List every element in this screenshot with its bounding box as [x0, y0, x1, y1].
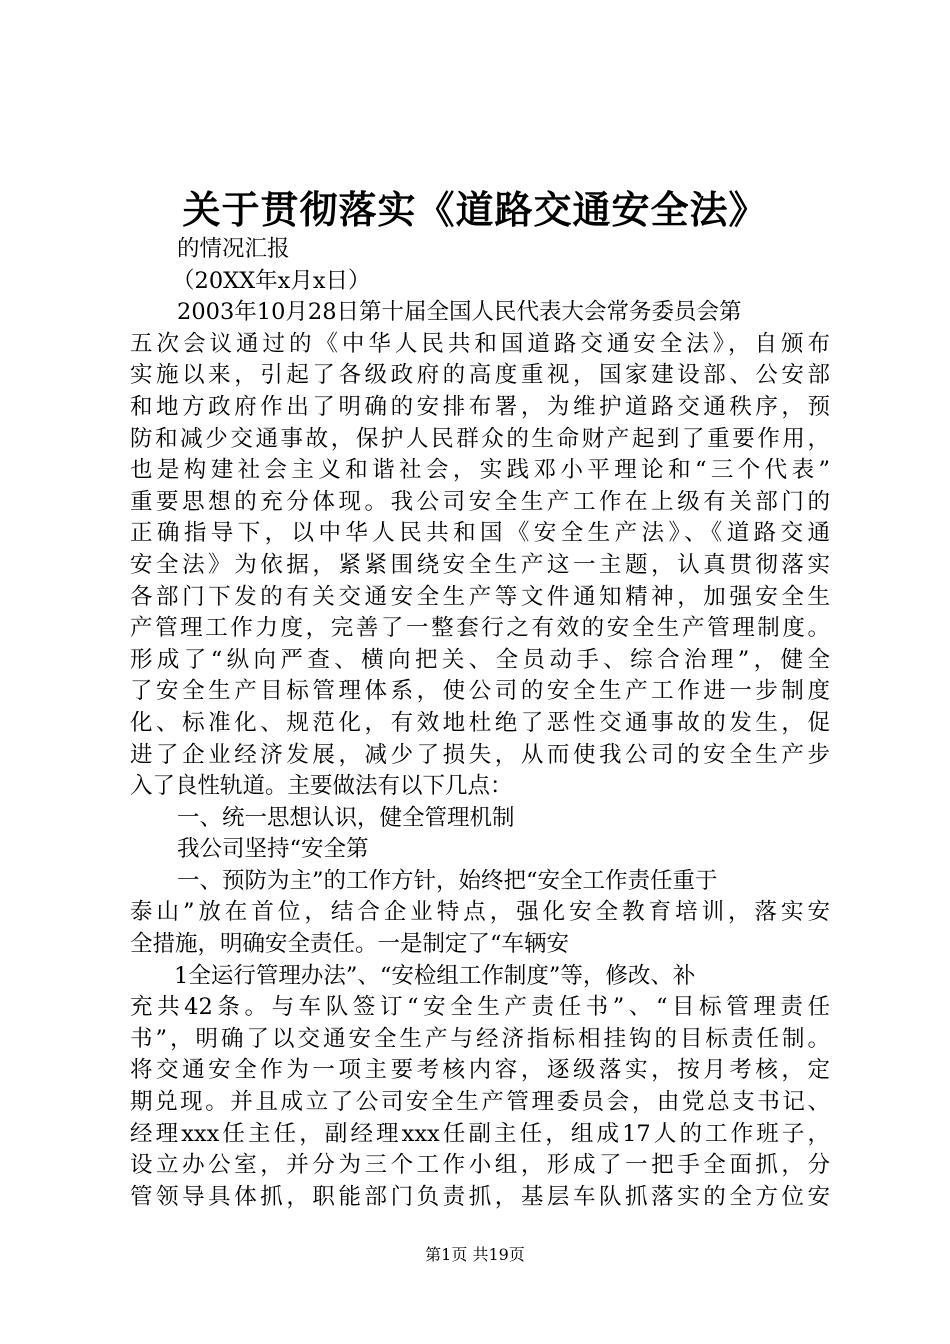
body-line: 了安全生产目标管理体系，使公司的安全生产工作进一步制度	[130, 678, 830, 705]
body-line: 产管理工作力度，完善了一整套行之有效的安全生产管理制度。	[130, 615, 830, 642]
body-line: 一、统一思想认识，健全管理机制	[177, 804, 515, 831]
body-line: 形成了“纵向严查、横向把关、全员动手、综合治理”，健全	[130, 646, 830, 673]
body-line: 化、标准化、规范化，有效地杜绝了恶性交通事故的发生，促	[130, 709, 830, 736]
body-line: 管领导具体抓，职能部门负责抓，基层车队抓落实的全方位安	[130, 1183, 830, 1210]
body-line: 正确指导下，以中华人民共和国《安全生产法》、《道路交通	[130, 520, 830, 547]
body-line: 设立办公室，并分为三个工作小组，形成了一把手全面抓，分	[130, 1152, 830, 1179]
body-line: 实施以来，引起了各级政府的高度重视，国家建设部、公安部	[130, 362, 830, 389]
body-line: 全措施，明确安全责任。一是制定了“车辆安	[130, 931, 570, 958]
body-line: 防和减少交通事故，保护人民群众的生命财产起到了重要作用，	[130, 425, 830, 452]
body-line: 充共42条。与车队签订“安全生产责任书”、“目标管理责任	[130, 994, 830, 1021]
body-line: 一、预防为主”的工作方针，始终把“安全工作责任重于	[177, 867, 718, 894]
body-line: 经理xxx任主任，副经理xxx任副主任，组成17人的工作班子，	[130, 1120, 830, 1147]
body-line: 和地方政府作出了明确的安排布署，为维护道路交通秩序，预	[130, 393, 830, 420]
body-line: 也是构建社会主义和谐社会，实践邓小平理论和“三个代表”	[130, 457, 830, 484]
body-line: 1全运行管理办法”、“安检组工作制度”等，修改、补	[174, 962, 696, 989]
page-footer: 第1页 共19页	[425, 1245, 525, 1264]
body-line: 2003年10月28日第十届全国人民代表大会常务委员会第	[177, 299, 742, 326]
body-line: 重要思想的充分体现。我公司安全生产工作在上级有关部门的	[130, 488, 830, 515]
document-title: 关于贯彻落实《道路交通安全法》	[182, 187, 768, 232]
body-line: 进了企业经济发展，减少了损失，从而使我公司的安全生产步	[130, 741, 830, 768]
body-line: 我公司坚持“安全第	[177, 836, 369, 863]
body-line: 期兑现。并且成立了公司安全生产管理委员会，由党总支书记、	[130, 1089, 830, 1116]
body-line: 五次会议通过的《中华人民共和国道路交通安全法》，自颁布	[130, 330, 830, 357]
body-line: 入了良性轨道。主要做法有以下几点：	[130, 773, 513, 800]
document-body	[130, 234, 830, 1213]
body-line: 安全法》为依据，紧紧围绕安全生产这一主题，认真贯彻落实	[130, 551, 830, 578]
body-line: 书”，明确了以交通安全生产与经济指标相挂钩的目标责任制。	[130, 1025, 830, 1052]
body-line: （20XX年x月x日）	[172, 267, 371, 294]
body-line: 的情况汇报	[177, 236, 290, 262]
body-line: 各部门下发的有关交通安全生产等文件通知精神，加强安全生	[130, 583, 830, 610]
body-line: 泰山”放在首位，结合企业特点，强化安全教育培训，落实安	[130, 899, 830, 926]
body-line: 将交通安全作为一项主要考核内容，逐级落实，按月考核，定	[130, 1057, 830, 1084]
